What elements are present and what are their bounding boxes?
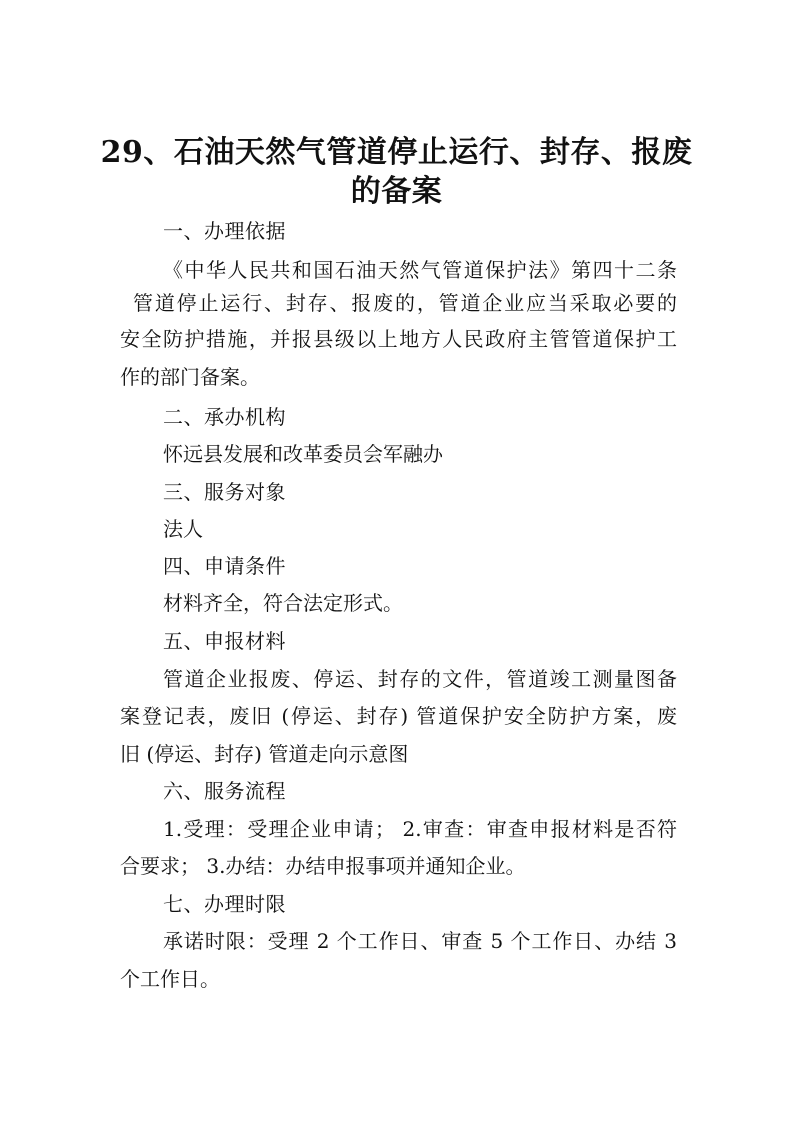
section-heading-agency: 二、承办机构 (163, 405, 286, 429)
document-title-line-2: 的备案 (350, 174, 443, 209)
paragraph-line: 管道停止运行、封存、报废的，管道企业应当采取必要的 (133, 291, 677, 315)
paragraph-line: 材料齐全，符合法定形式。 (163, 591, 403, 615)
paragraph-line: 安全防护措施，并报县级以上地方人民政府主管管道保护工 (120, 327, 677, 351)
paragraph-line: 怀远县发展和改革委员会军融办 (163, 442, 443, 466)
paragraph-line: 承诺时限：受理 2 个工作日、审查 5 个工作日、办结 3 (163, 929, 677, 953)
paragraph-line: 管道企业报废、停运、封存的文件，管道竣工测量图备 (163, 667, 677, 691)
section-heading-service-object: 三、服务对象 (163, 480, 286, 504)
document-title-line-1: 29、石油天然气管道停止运行、封存、报废 (100, 135, 693, 170)
section-heading-time-limit: 七、办理时限 (163, 892, 286, 916)
paragraph-line: 作的部门备案。 (120, 365, 260, 389)
paragraph-line: 旧 (停运、封存) 管道走向示意图 (120, 742, 409, 766)
paragraph-line: 个工作日。 (120, 967, 220, 991)
paragraph-line: 1.受理：受理企业申请； 2.审查：审查申报材料是否符 (163, 817, 677, 841)
section-heading-process: 六、服务流程 (163, 779, 286, 803)
paragraph-line: 案登记表，废旧 (停运、封存) 管道保护安全防护方案，废 (120, 704, 677, 728)
section-heading-materials: 五、申报材料 (163, 629, 286, 653)
paragraph-line: 《中华人民共和国石油天然气管道保护法》第四十二条 (163, 258, 677, 282)
section-heading-basis: 一、办理依据 (163, 219, 286, 243)
section-heading-conditions: 四、申请条件 (163, 554, 286, 578)
paragraph-line: 法人 (163, 517, 203, 541)
paragraph-line: 合要求； 3.办结：办结申报事项并通知企业。 (120, 854, 526, 878)
